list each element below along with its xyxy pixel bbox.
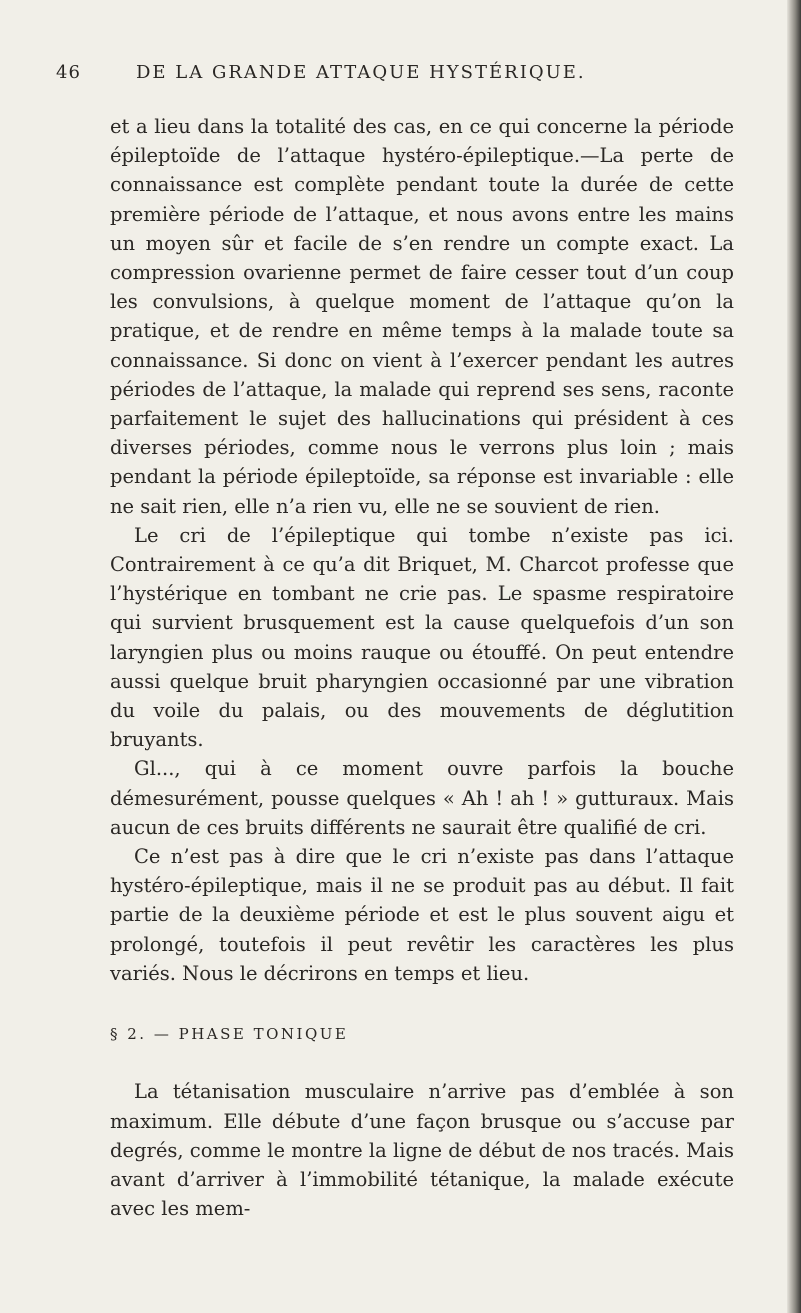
section-heading: § 2. — PHASE TONIQUE xyxy=(110,1025,349,1044)
page-number: 46 xyxy=(56,62,81,83)
body-text xyxy=(110,112,734,1223)
running-head: DE LA GRANDE ATTAQUE HYSTÉRIQUE. xyxy=(136,62,586,83)
paragraph: Ce n’est pas à dire que le cri n’existe pas dans l’attaque hystéro-épileptique, mais il ne se produit pas au début. Il fait partie de la deuxième période et est le plus souvent aigu et prolongé, toutefois il peut revêtir les caractères les plus variés. Nous le décrirons en temps et lieu. xyxy=(110,845,734,985)
paragraph: Gl..., qui à ce moment ouvre parfois la bouche démesurément, pousse quelques « Ah ! ah ! » gutturaux. Mais aucun de ces bruits différents ne saurait être qualifié de cri. xyxy=(110,757,734,839)
paragraph: Le cri de l’épileptique qui tombe n’existe pas ici. Contrairement à ce qu’a dit Briquet, M. Charcot professe que l’hystérique en tombant ne crie pas. Le spasme respiratoire qui survient brusquement est la cause quelquefois d’un son laryngien plus ou moins rauque ou étouffé. On peut entendre aussi quelque bruit pharyngien occasionné par une vibration du voile du palais, ou des mouvements de déglutition bruyants. xyxy=(110,523,734,752)
page-header xyxy=(56,62,716,92)
paragraph: La tétanisation musculaire n’arrive pas d’emblée à son maximum. Elle débute d’une façon brusque ou s’accuse par degrés, comme le montre la ligne de début de nos tracés. Mais avant d’arriver à l’immobilité tétanique, la malade exécute avec les mem- xyxy=(110,1080,734,1221)
page-edge-shadow xyxy=(787,0,801,1313)
paragraph: et a lieu dans la totalité des cas, en ce qui concerne la période épileptoïde de l’attaque hystéro-épileptique.—La perte de connaissance est complète pendant toute la durée de cette première période de l’attaque, et nous avons entre les mains un moyen sûr et facile de s’en rendre un compte exact. La compression ovarienne permet de faire cesser tout d’un coup les convulsions, à quelque moment de l’attaque qu’on la pratique, et de rendre en même temps à la malade toute sa connaissance. Si donc on vient à l’exercer pendant les autres périodes de l’attaque, la malade qui reprend ses sens, raconte parfaitement le sujet des hallucinations qui président à ces diverses périodes, comme nous le verrons plus loin ; mais pendant la période épileptoïde, sa réponse est invariable : elle ne sait rien, elle n’a rien vu, elle ne se souvient de rien. xyxy=(110,115,734,518)
